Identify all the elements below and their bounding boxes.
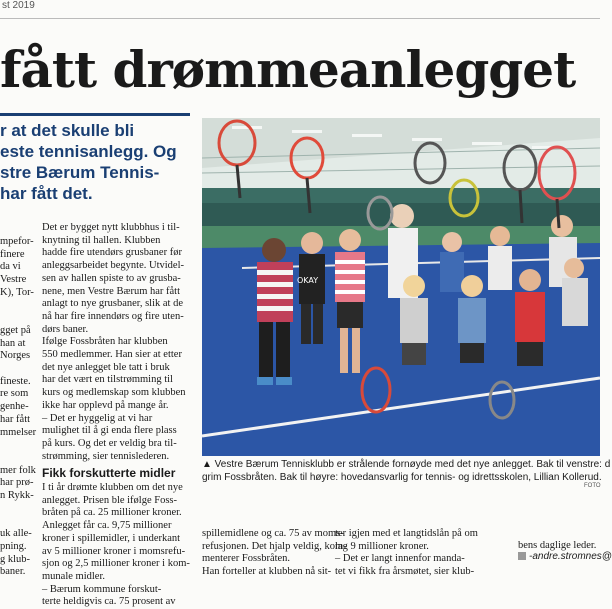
- text-line: sjon og 2,5 millioner kroner i kom-: [42, 558, 190, 570]
- column-d: [335, 528, 478, 579]
- byline: [518, 551, 612, 562]
- text-line: av 5 millioner kroner i momsrefu-: [42, 545, 186, 557]
- text-line: anleggsarbeidet begynte. Utvidel-: [42, 260, 184, 272]
- text-line: nene, men Vestre Bærum har fått: [42, 285, 181, 297]
- text-line: 550 medlemmer. Han sier at etter: [42, 349, 182, 361]
- text-line: [0, 439, 34, 452]
- text-line: re som: [0, 388, 29, 400]
- text-line: [0, 300, 34, 313]
- text-line: g klub-: [0, 553, 31, 565]
- text-line: har prø-: [0, 477, 34, 489]
- text-line: [0, 312, 34, 325]
- text-line: [0, 503, 34, 516]
- subheading: Fikk forskutterte midler: [42, 466, 176, 481]
- text-line: ter igjen med et langtidslån på om: [335, 528, 478, 539]
- caption-line: grim Fossbråten. Bak til høyre: hovedansvarlig for tennis- og idrettsskolen, Lillian Kollerud.: [202, 471, 602, 483]
- text-line: bens daglige leder.: [518, 540, 597, 551]
- text-line: bråten på ca. 25 millioner kroner.: [42, 507, 182, 519]
- text-line: tet vi fikk fra årsmøtet, sier klub-: [335, 566, 475, 578]
- text-line: hadde fire utendørs grusbaner før: [42, 247, 182, 259]
- text-line: pning.: [0, 540, 27, 552]
- photo-illustration: [202, 118, 600, 456]
- text-line: nå har fire innendørs og fire uten-: [42, 310, 184, 322]
- lead-line: este tennisanlegg. Og: [0, 142, 177, 161]
- byline-square-icon: [518, 552, 526, 560]
- text-line: – Det er hyggelig at vi har: [42, 412, 153, 424]
- text-line: sen av hallen spiste to av grusba-: [42, 272, 181, 284]
- text-line: ikke har opplevd på mange år.: [42, 399, 169, 411]
- dateline: st 2019: [2, 0, 35, 11]
- text-line: kroner i spillemidler, i underkant: [42, 532, 181, 544]
- text-line: [0, 452, 34, 465]
- lead-line: stre Bærum Tennis-: [0, 163, 160, 182]
- tennis-group-photo: [202, 118, 600, 456]
- photo-credit: FOTO: [584, 483, 601, 489]
- text-line: fineste.: [0, 375, 31, 387]
- text-line: kurs og medlemskap som klubben: [42, 387, 186, 399]
- text-line: strømming, sier tennislederen.: [42, 450, 170, 462]
- photo-caption: [202, 459, 611, 484]
- column-b: [42, 222, 194, 609]
- text-line: har fått: [0, 413, 31, 425]
- text-line: mer folk: [0, 464, 36, 476]
- text-line: [0, 363, 34, 376]
- text-line: n Rykk-: [0, 490, 34, 502]
- lead-line: har fått det.: [0, 184, 93, 203]
- shirt-text: OKAY: [297, 276, 319, 285]
- text-line: Vestre: [0, 274, 27, 286]
- text-line: mpefor-: [0, 236, 34, 247]
- text-line: Anlegget får ca. 9,75 millioner: [42, 520, 172, 532]
- text-line: da vi: [0, 261, 21, 273]
- text-line: – Bærum kommune forskut-: [42, 583, 162, 595]
- lead-line: r at det skulle bli: [0, 121, 135, 140]
- text-line: dørs baner.: [42, 323, 89, 335]
- text-line: mmelser: [0, 426, 37, 438]
- text-line: knytning til hallen. Klubben: [42, 234, 161, 246]
- text-line: [0, 515, 34, 528]
- text-line: anlegget. Prisen ble ifølge Foss-: [42, 494, 178, 506]
- text-line: spillemidlene og ca. 75 av moms-: [202, 528, 344, 539]
- text-line: munale midler.: [42, 570, 105, 582]
- text-line: genhe-: [0, 401, 29, 413]
- text-line: terte heldigvis ca. 75 prosent av: [42, 596, 176, 608]
- text-line: – Det er langt innenfor manda-: [335, 553, 465, 565]
- text-line: har det vært en tilstrømming til: [42, 374, 173, 386]
- caption-line: ▲ Vestre Bærum Tennisklubb er strålende fornøyde med det nye anlegget. Bak til venstre: d: [202, 459, 611, 470]
- lead-paragraph: [0, 120, 195, 204]
- text-line: K), Tor-: [0, 286, 34, 298]
- text-line: anlagt to nye grusbaner, slik at de: [42, 298, 183, 310]
- text-line: Han forteller at klubben nå sit-: [202, 566, 332, 578]
- text-line: det nye anlegget ble tatt i bruk: [42, 361, 170, 373]
- text-line: Norges: [0, 350, 31, 362]
- text-line: han at: [0, 337, 26, 349]
- text-line: baner.: [0, 566, 26, 578]
- text-line: refusjonen. Det hjalp veldig, kom-: [202, 540, 347, 552]
- text-line: uk alle-: [0, 528, 32, 540]
- text-line: menterer Fossbråten.: [202, 553, 291, 565]
- byline-email: -andre.stromnes@: [529, 551, 612, 562]
- text-line: mulighet til å gi enda flere plass: [42, 425, 177, 437]
- column-a: [0, 236, 37, 579]
- text-line: Det er bygget nytt klubbhus i til-: [42, 222, 180, 233]
- column-c: [202, 528, 347, 579]
- headline: fått drømmeanlegget: [0, 40, 576, 99]
- text-line: I ti år drømte klubben om det nye: [42, 482, 183, 494]
- text-line: på kurs. Og det er veldig bra til-: [42, 437, 177, 449]
- text-line: finere: [0, 248, 25, 260]
- text-line: gget på: [0, 324, 31, 336]
- text-line: lag 9 millioner kroner.: [335, 540, 429, 552]
- text-line: Ifølge Fossbråten har klubben: [42, 336, 168, 348]
- top-rule: [0, 18, 600, 19]
- lead-rule: [0, 113, 190, 116]
